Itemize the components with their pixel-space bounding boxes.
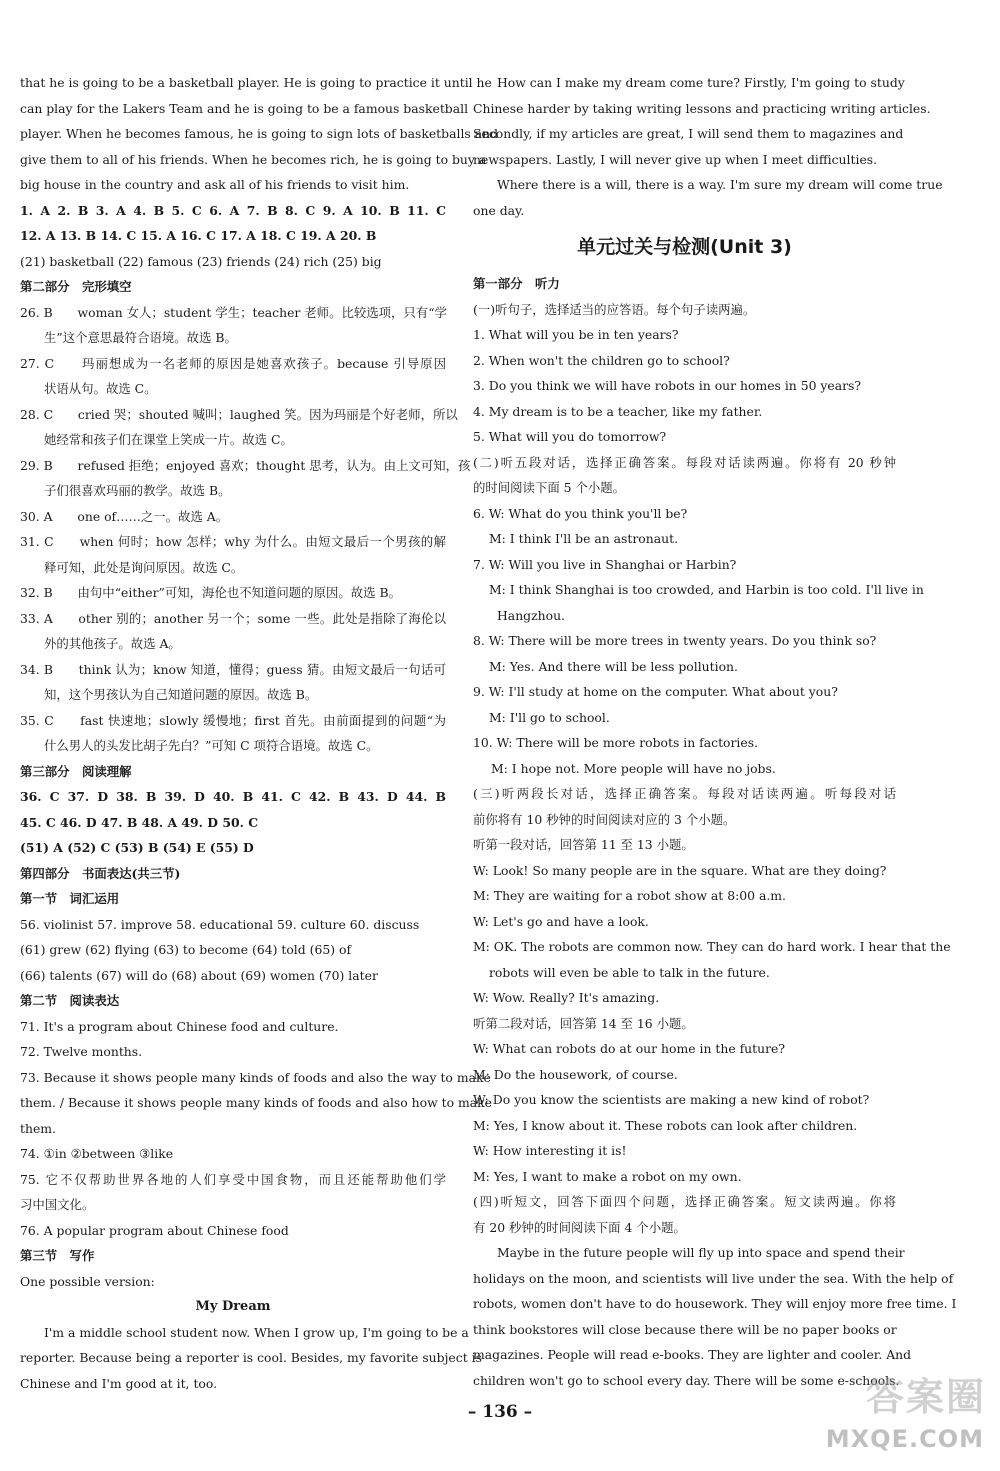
text-line: 33. A other 别的；another 另一个；some 一些。此处是指除了海伦以	[20, 610, 446, 626]
text-line: 7. W: Will you live in Shanghai or Harbin?	[473, 556, 737, 572]
text-line: M: I hope not. More people will have no jobs.	[491, 760, 776, 776]
text-line: 5. What will you do tomorrow?	[473, 429, 667, 444]
text-line: can play for the Lakers Team and he is going to be a famous basketball	[20, 100, 469, 116]
text-line: Where there is a will, there is a way. I'm sure my dream will come true	[497, 177, 943, 192]
text-line: 的时间阅读下面 5 个小题。	[473, 480, 626, 495]
text-line: (三)听两段长对话，选择正确答案。每段对话读两遍。听每段对话	[473, 786, 896, 801]
text-line: one day.	[473, 202, 525, 218]
text-line: 第一节 词汇运用	[20, 891, 120, 906]
text-line: holidays on the moon, and scientists will live under the sea. With the help of	[473, 1270, 954, 1286]
text-line: Maybe in the future people will fly up into space and spend their	[497, 1245, 905, 1260]
text-line: My Dream	[195, 1299, 271, 1314]
right-column	[473, 70, 957, 1393]
text-line: 习中国文化。	[20, 1197, 95, 1212]
text-line: 31. C when 何时；how 怎样；why 为什么。由短文最后一个男孩的解	[20, 534, 446, 549]
text-line: 什么男人的头发比胡子先白？”可知 C 项符合语境。故选 C。	[44, 738, 379, 753]
text-line: 第二节 阅读表达	[20, 993, 120, 1008]
text-line: 子们很喜欢玛丽的教学。故选 B。	[44, 483, 231, 498]
text-line: W: Do you know the scientists are making a new kind of robot?	[473, 1092, 870, 1107]
text-line: W: Wow. Really? It's amazing.	[473, 990, 660, 1005]
listening-script	[473, 271, 957, 1393]
text-line: 28. C cried 哭；shouted 喊叫；laughed 笑。因为玛丽是个好老师，所以	[20, 406, 458, 422]
text-line: Hangzhou.	[497, 607, 565, 623]
text-line: 35. C fast 快速地；slowly 缓慢地；first 首先。由前面提到的问题“为	[20, 712, 446, 728]
text-line: 45. C 46. D 47. B 48. A 49. D 50. C	[20, 814, 259, 830]
text-line: M: Yes, I know about it. These robots can look after children.	[473, 1117, 858, 1133]
text-line: (二)听五段对话，选择正确答案。每段对话读两遍。你将有 20 秒钟	[473, 454, 896, 470]
text-line: 73. Because it shows people many kinds of foods and also the way to make	[20, 1069, 491, 1085]
text-line: W: How interesting it is!	[473, 1143, 627, 1158]
text-line: 29. B refused 拒绝；enjoyed 喜欢；thought 思考，认为。由上文可知，孩	[20, 457, 471, 473]
text-line: 76. A popular program about Chinese food	[20, 1222, 289, 1238]
text-line: 71. It's a program about Chinese food and culture.	[20, 1018, 339, 1034]
text-line: 34. B think 认为；know 知道，懂得；guess 猜。由短文最后一句话可	[20, 661, 446, 677]
text-line: 前你将有 10 秒钟的时间阅读对应的 3 个小题。	[473, 811, 736, 827]
text-line: (四)听短文，回答下面四个问题，选择正确答案。短文读两遍。你将	[473, 1194, 896, 1209]
text-line: 第一部分 听力	[473, 276, 560, 291]
text-line: I'm a middle school student now. When I grow up, I'm going to be a	[44, 1324, 469, 1340]
text-line: 27. C 玛丽想成为一名老师的原因是她喜欢孩子。because 引导原因	[20, 355, 446, 371]
text-line: M: They are waiting for a robot show at 8:00 a.m.	[473, 888, 786, 903]
text-line: 听第一段对话，回答第 11 至 13 小题。	[473, 837, 694, 852]
text-line: 听第二段对话，回答第 14 至 16 小题。	[473, 1015, 694, 1031]
text-line: think bookstores will close because there will be no paper books or	[473, 1321, 897, 1337]
text-line: 9. W: I'll study at home on the computer. What about you?	[473, 684, 838, 699]
text-line: player. When he becomes famous, he is going to sign lots of basketballs and	[20, 126, 499, 141]
text-line: M: Yes, I want to make a robot on my own.	[473, 1168, 742, 1184]
text-line: children won't go to school every day. There will be some e-schools.	[473, 1372, 900, 1388]
text-line: 第四部分 书面表达(共三节)	[20, 865, 181, 881]
essay-continuation	[473, 70, 943, 223]
text-line: magazines. People will read e-books. They are lighter and cooler. And	[473, 1347, 912, 1362]
text-line: 外的其他孩子。故选 A。	[44, 636, 181, 651]
text-line: W: Look! So many people are in the square. What are they doing?	[473, 862, 887, 878]
text-line: 26. B woman 女人；student 学生；teacher 老师。比较选项，只有“学	[20, 304, 447, 320]
text-line: 4. My dream is to be a teacher, like my father.	[473, 403, 763, 419]
text-line: M: Do the housework, of course.	[473, 1066, 678, 1082]
watermark-site: MXQE.COM	[825, 1425, 984, 1453]
text-line: 75. 它不仅帮助世界各地的人们享受中国食物，而且还能帮助他们学	[20, 1171, 446, 1187]
text-line: reporter. Because being a reporter is cool. Besides, my favorite subject is	[20, 1350, 482, 1365]
text-line: them.	[20, 1120, 56, 1136]
text-line: Chinese and I'm good at it, too.	[20, 1375, 218, 1391]
text-line: 第三部分 阅读理解	[20, 763, 132, 779]
text-line: 状语从句。故选 C。	[44, 381, 157, 396]
text-line: 12. A 13. B 14. C 15. A 16. C 17. A 18. C 19. A 20. B	[20, 228, 377, 243]
text-line: Secondly, if my articles are great, I will send them to magazines and	[473, 126, 904, 141]
text-line: 1. A 2. B 3. A 4. B 5. C 6. A 7. B 8. C 9. A 10. B 11. C	[20, 202, 446, 218]
text-line: them. / Because it shows people many kinds of foods and also how to make	[20, 1095, 493, 1110]
text-line: 36. C 37. D 38. B 39. D 40. B 41. C 42. B 43. D 44. B	[20, 789, 446, 804]
text-line: 第三节 写作	[20, 1248, 95, 1263]
text-line: M: I think Shanghai is too crowded, and Harbin is too cold. I'll live in	[489, 582, 924, 597]
text-line: 10. W: There will be more robots in factories.	[473, 735, 759, 750]
text-line: W: Let's go and have a look.	[473, 913, 649, 929]
text-line: newspapers. Lastly, I will never give up when I meet difficulties.	[473, 151, 878, 167]
text-line: 知，这个男孩认为自己知道问题的原因。故选 B。	[44, 687, 318, 702]
text-line: 30. A one of……之一。故选 A。	[20, 508, 229, 524]
text-line: One possible version:	[20, 1273, 155, 1289]
text-line: big house in the country and ask all of his friends to visit him.	[20, 177, 410, 192]
text-line: 释可知，此处是询问原因。故选 C。	[44, 559, 244, 575]
text-line: robots, women don't have to do housework. They will enjoy more free time. I	[473, 1296, 957, 1311]
text-line: (21) basketball (22) famous (23) friends (24) rich (25) big	[20, 253, 382, 269]
text-line: 72. Twelve months.	[20, 1044, 143, 1059]
text-line: give them to all of his friends. When he becomes rich, he is going to buy a	[20, 151, 487, 167]
text-line: 56. violinist 57. improve 58. educational 59. culture 60. discuss	[20, 916, 420, 932]
unit-title: 单元过关与检测(Unit 3)	[577, 236, 792, 258]
text-line: 2. When won't the children go to school?	[473, 352, 730, 368]
text-line: 她经常和孩子们在课堂上笑成一片。故选 C。	[44, 432, 293, 447]
text-line: 生”这个意思最符合语境。故选 B。	[44, 330, 237, 345]
text-line: (66) talents (67) will do (68) about (69) women (70) later	[20, 967, 378, 983]
text-line: 3. Do you think we will have robots in our homes in 50 years?	[473, 378, 862, 393]
text-line: M: I'll go to school.	[489, 709, 610, 725]
watermark-logo	[825, 1375, 990, 1461]
page-number: – 136 –	[467, 1402, 533, 1422]
text-line: Chinese harder by taking writing lessons and practicing writing articles.	[473, 100, 931, 116]
watermark-mark: 答案圈	[865, 1375, 986, 1419]
text-line: M: I think I'll be an astronaut.	[489, 531, 679, 546]
text-line: M: Yes. And there will be less pollution.	[489, 658, 738, 674]
text-line: (51) A (52) C (53) B (54) E (55) D	[20, 840, 254, 855]
text-line: How can I make my dream come ture? Firstly, I'm going to study	[497, 75, 905, 90]
text-line: 6. W: What do you think you'll be?	[473, 505, 688, 521]
text-line: 8. W: There will be more trees in twenty years. Do you think so?	[473, 633, 877, 648]
text-line: W: What can robots do at our home in the future?	[473, 1041, 786, 1056]
text-line: (一)听句子，选择适当的应答语。每个句子读两遍。	[473, 301, 756, 317]
text-line: 1. What will you be in ten years?	[473, 327, 679, 342]
text-line: robots will even be able to talk in the future.	[489, 964, 770, 980]
text-line: M: OK. The robots are common now. They can do hard work. I hear that the	[473, 939, 951, 954]
text-line: that he is going to be a basketball player. He is going to practice it until he	[20, 75, 492, 90]
text-line: 74. ①in ②between ③like	[20, 1146, 174, 1161]
text-line: 有 20 秒钟的时间阅读下面 4 个小题。	[473, 1219, 686, 1235]
text-line: 第二部分 完形填空	[20, 279, 132, 294]
text-line: (61) grew (62) flying (63) to become (64) told (65) of	[20, 942, 352, 957]
text-line: 32. B 由句中“either”可知，海伦也不知道问题的原因。故选 B。	[20, 585, 401, 600]
